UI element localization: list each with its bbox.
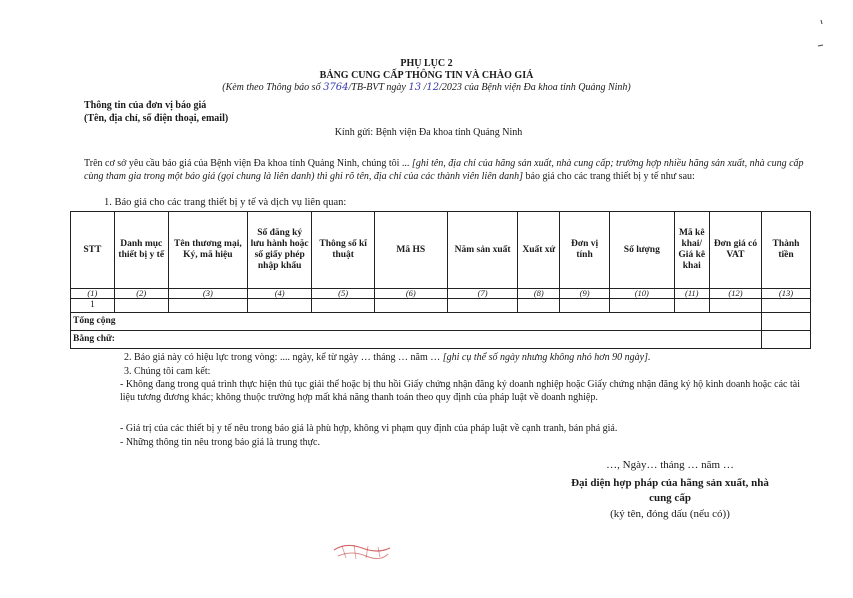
col-header-declared-price: Mã kê khai/ Giá kê khai (674, 212, 709, 289)
col-number: (9) (560, 289, 610, 299)
greeting: Kính gửi: Bệnh viện Đa khoa tỉnh Quảng Ninh (334, 127, 523, 138)
handwritten-doc-number: 3764 (323, 82, 349, 93)
validity-plain: 2. Báo giá này có hiệu lực trong vòng: .... ngày, kể từ ngày … tháng … năm … (124, 352, 443, 363)
table-cell[interactable] (709, 299, 761, 313)
col-number: (7) (447, 289, 518, 299)
col-header-unit-price: Đơn giá có VAT (709, 212, 761, 289)
commitment-item: - Không đang trong quá trình thực hiện thủ tục giải thể hoặc bị thu hồi Giấy chứng nhận đăng ký doanh nghiệp hoặc Giấy chứng nhận đăng ký hộ kinh doanh hoặc các tài liệu tương đương khác; không thuộc trường hợp mất khả năng thanh toán theo quy định của pháp luật về doanh nghiệp. (120, 379, 800, 403)
table-cell[interactable] (447, 299, 518, 313)
table-cell[interactable] (168, 299, 247, 313)
document-subtitle: (Kèm theo Thông báo số 3764/TB-BVT ngày 13 /12/2023 của Bệnh viện Đa khoa tỉnh Quảng Ninh) (222, 82, 631, 93)
table-cell[interactable] (761, 299, 810, 313)
edge-mark-icon (815, 18, 827, 52)
col-header-origin: Xuất xứ (518, 212, 560, 289)
amount-in-words-label: Bằng chữ: (71, 331, 762, 349)
section-1-heading: 1. Báo giá cho các trang thiết bị y tế và dịch vụ liên quan: (104, 197, 347, 208)
subtitle-prefix: (Kèm theo Thông báo số (222, 82, 321, 93)
intro-italic: [ghi tên, địa chỉ của hãng sản xuất, nhà cung cấp; trường hợp nhiều hãng sản xuất, nhà cung cấp cùng tham gia trong một báo giá (gọi chung là liên danh) thì ghi rõ tên, địa chỉ của các thành viên liên danh] (84, 158, 804, 182)
handwritten-day: 13 (408, 82, 422, 93)
table-header-row (71, 212, 811, 289)
col-header-stt: STT (71, 212, 115, 289)
col-number: (8) (518, 289, 560, 299)
quotation-table (70, 211, 811, 349)
col-number: (13) (761, 289, 810, 299)
col-header-device-list: Danh mục thiết bị y tế (114, 212, 168, 289)
col-header-amount: Thành tiền (761, 212, 810, 289)
col-header-year: Năm sản xuất (447, 212, 518, 289)
table-number-row (71, 289, 811, 299)
subtitle-suffix: /2023 của Bệnh viện Đa khoa tỉnh Quảng Ninh) (439, 82, 631, 93)
total-amount-cell[interactable] (761, 313, 810, 331)
commitment-item: - Giá trị của các thiết bị y tế nêu trong báo giá là phù hợp, không vi phạm quy định của pháp luật về cạnh tranh, bán phá giá. (120, 423, 618, 434)
table-cell[interactable] (518, 299, 560, 313)
col-header-hs-code: Mã HS (374, 212, 447, 289)
subtitle-mid: /TB-BVT ngày (348, 82, 406, 93)
intro-plain: Trên cơ sở yêu cầu báo giá của Bệnh viện Đa khoa tỉnh Quảng Ninh, chúng tôi ... (84, 158, 412, 169)
col-number: (1) (71, 289, 115, 299)
col-number: (12) (709, 289, 761, 299)
col-number: (10) (610, 289, 675, 299)
representative-line-1: Đại diện hợp pháp của hãng sản xuất, nhà (571, 477, 769, 489)
unit-info-hint: (Tên, địa chỉ, số điện thoại, email) (84, 113, 229, 124)
amount-in-words-row (71, 331, 811, 349)
table-cell[interactable] (247, 299, 312, 313)
handwritten-month: 12 (426, 82, 440, 93)
unit-info-title: Thông tin của đơn vị báo giá (84, 100, 207, 111)
signature-block (540, 458, 800, 522)
col-number: (4) (247, 289, 312, 299)
table-cell[interactable] (374, 299, 447, 313)
row-stt: 1 (71, 299, 115, 313)
total-label: Tổng cộng (71, 313, 762, 331)
appendix-label: PHỤ LỤC 2 (400, 58, 453, 69)
col-header-unit: Đơn vị tính (560, 212, 610, 289)
commitments-title: 3. Chúng tôi cam kết: (124, 366, 211, 377)
stamp-mark-icon (332, 540, 392, 562)
table-cell[interactable] (610, 299, 675, 313)
table-cell[interactable] (114, 299, 168, 313)
intro-tail: báo giá cho các trang thiết bị y tế như sau: (525, 171, 695, 182)
amount-in-words-cell[interactable] (761, 331, 810, 349)
col-number: (2) (114, 289, 168, 299)
table-cell[interactable] (560, 299, 610, 313)
col-number: (11) (674, 289, 709, 299)
col-number: (3) (168, 289, 247, 299)
table-cell[interactable] (674, 299, 709, 313)
signature-note: (ký tên, đóng dấu (nếu có)) (610, 508, 730, 520)
col-number: (5) (312, 289, 374, 299)
col-number: (6) (374, 289, 447, 299)
table-cell[interactable] (312, 299, 374, 313)
validity-line (124, 352, 650, 363)
col-header-specs: Thông số kĩ thuật (312, 212, 374, 289)
validity-italic: [ghi cụ thể số ngày nhưng không nhỏ hơn 90 ngày]. (442, 352, 651, 363)
signature-date-line: …, Ngày… tháng … năm … (606, 459, 734, 471)
document-title: BẢNG CUNG CẤP THÔNG TIN VÀ CHÀO GIÁ (319, 70, 534, 81)
total-row (71, 313, 811, 331)
col-header-registration: Số đăng ký lưu hành hoặc số giấy phép nhập khẩu (247, 212, 312, 289)
representative-line-2: cung cấp (649, 492, 691, 504)
commitment-item: - Những thông tin nêu trong báo giá là trung thực. (120, 437, 320, 448)
col-header-trade-name: Tên thương mại, Ký, mã hiệu (168, 212, 247, 289)
table-row (71, 299, 811, 313)
col-header-quantity: Số lượng (610, 212, 675, 289)
intro-paragraph (84, 157, 804, 183)
